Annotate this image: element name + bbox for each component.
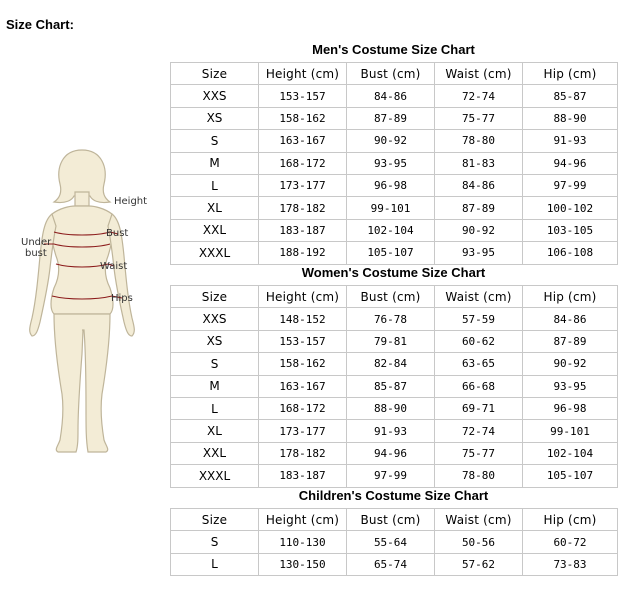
size-cell: XS: [171, 107, 259, 129]
measurement-cell: 99-101: [347, 197, 435, 219]
size-cell: S: [171, 531, 259, 553]
measurement-cell: 163-167: [259, 130, 347, 152]
measurement-cell: 84-86: [347, 85, 435, 107]
size-cell: XXXL: [171, 242, 259, 264]
measurement-cell: 60-72: [523, 531, 618, 553]
measurement-cell: 75-77: [435, 442, 523, 464]
table-row: [171, 107, 618, 129]
size-cell: XXXL: [171, 465, 259, 487]
column-header: Size: [171, 286, 259, 308]
table-row: [171, 353, 618, 375]
measurement-cell: 84-86: [523, 308, 618, 330]
table-row: [171, 308, 618, 330]
bust-label: Bust: [106, 228, 129, 239]
women-chart-title: Women's Costume Size Chart: [301, 265, 486, 280]
table-row: [171, 219, 618, 241]
measurement-cell: 148-152: [259, 308, 347, 330]
measurement-cell: 85-87: [523, 85, 618, 107]
measurement-cell: 110-130: [259, 531, 347, 553]
measurement-cell: 173-177: [259, 420, 347, 442]
measurement-cell: 183-187: [259, 219, 347, 241]
measurement-cell: 90-92: [435, 219, 523, 241]
size-cell: L: [171, 553, 259, 575]
size-cell: XXS: [171, 308, 259, 330]
column-header: Hip (cm): [523, 286, 618, 308]
measurement-cell: 93-95: [523, 375, 618, 397]
measurement-cell: 178-182: [259, 197, 347, 219]
table-header-row: [171, 286, 618, 308]
measurement-cell: 105-107: [523, 465, 618, 487]
size-cell: XL: [171, 420, 259, 442]
measurement-cell: 94-96: [347, 442, 435, 464]
women-size-table: [170, 285, 618, 488]
under-bust-label-line1: Under: [21, 237, 52, 248]
men-chart-title: Men's Costume Size Chart: [312, 42, 475, 57]
size-cell: M: [171, 152, 259, 174]
table-header-row: [171, 63, 618, 85]
column-header: Waist (cm): [435, 286, 523, 308]
body-silhouette-icon: [14, 140, 164, 460]
size-cell: S: [171, 353, 259, 375]
size-cell: L: [171, 397, 259, 419]
column-header: Size: [171, 509, 259, 531]
children-chart-title: Children's Costume Size Chart: [298, 488, 489, 503]
measurement-cell: 85-87: [347, 375, 435, 397]
measurement-cell: 99-101: [523, 420, 618, 442]
column-header: Hip (cm): [523, 63, 618, 85]
measurement-cell: 87-89: [435, 197, 523, 219]
table-row: [171, 130, 618, 152]
measurement-cell: 73-83: [523, 553, 618, 575]
measurement-cell: 69-71: [435, 397, 523, 419]
table-row: [171, 85, 618, 107]
measurement-cell: 96-98: [347, 174, 435, 196]
column-header: Bust (cm): [347, 63, 435, 85]
measurement-cell: 50-56: [435, 531, 523, 553]
size-cell: XXL: [171, 442, 259, 464]
table-row: [171, 397, 618, 419]
measurement-cell: 97-99: [523, 174, 618, 196]
measurement-cell: 79-81: [347, 330, 435, 352]
measurement-cell: 88-90: [347, 397, 435, 419]
column-header: Waist (cm): [435, 509, 523, 531]
column-header: Height (cm): [259, 286, 347, 308]
column-header: Bust (cm): [347, 509, 435, 531]
measurement-cell: 87-89: [523, 330, 618, 352]
measurement-cell: 168-172: [259, 397, 347, 419]
measurement-cell: 81-83: [435, 152, 523, 174]
measurement-cell: 158-162: [259, 353, 347, 375]
measurement-cell: 91-93: [347, 420, 435, 442]
measurement-cell: 60-62: [435, 330, 523, 352]
measurement-cell: 66-68: [435, 375, 523, 397]
men-size-table: [170, 62, 618, 265]
measurement-cell: 94-96: [523, 152, 618, 174]
measurement-cell: 91-93: [523, 130, 618, 152]
column-header: Hip (cm): [523, 509, 618, 531]
measurement-cell: 105-107: [347, 242, 435, 264]
size-cell: XS: [171, 330, 259, 352]
measurement-cell: 75-77: [435, 107, 523, 129]
measurement-cell: 130-150: [259, 553, 347, 575]
measurement-cell: 153-157: [259, 85, 347, 107]
measurement-cell: 168-172: [259, 152, 347, 174]
column-header: Height (cm): [259, 63, 347, 85]
hips-label: Hips: [111, 293, 133, 304]
waist-label: Waist: [100, 261, 128, 272]
measurement-cell: 163-167: [259, 375, 347, 397]
measurement-cell: 55-64: [347, 531, 435, 553]
height-label: Height: [114, 196, 148, 207]
table-row: [171, 465, 618, 487]
measurement-cell: 57-62: [435, 553, 523, 575]
table-row: [171, 242, 618, 264]
measurement-cell: 63-65: [435, 353, 523, 375]
table-row: [171, 197, 618, 219]
measurement-cell: 78-80: [435, 465, 523, 487]
measurement-cell: 76-78: [347, 308, 435, 330]
measurement-cell: 102-104: [523, 442, 618, 464]
measurement-cell: 82-84: [347, 353, 435, 375]
size-cell: L: [171, 174, 259, 196]
column-header: Height (cm): [259, 509, 347, 531]
measurement-cell: 84-86: [435, 174, 523, 196]
size-cell: XXS: [171, 85, 259, 107]
table-row: [171, 174, 618, 196]
under-bust-label-line2: bust: [25, 248, 47, 259]
measurement-cell: 103-105: [523, 219, 618, 241]
size-cell: M: [171, 375, 259, 397]
children-size-table: [170, 508, 618, 576]
column-header: Size: [171, 63, 259, 85]
body-measurement-figure: [14, 140, 164, 460]
measurement-cell: 78-80: [435, 130, 523, 152]
measurement-cell: 57-59: [435, 308, 523, 330]
table-header-row: [171, 509, 618, 531]
column-header: Bust (cm): [347, 286, 435, 308]
measurement-cell: 96-98: [523, 397, 618, 419]
measurement-cell: 188-192: [259, 242, 347, 264]
measurement-cell: 106-108: [523, 242, 618, 264]
measurement-cell: 173-177: [259, 174, 347, 196]
table-row: [171, 442, 618, 464]
measurement-cell: 97-99: [347, 465, 435, 487]
measurement-cell: 102-104: [347, 219, 435, 241]
table-row: [171, 553, 618, 575]
measurement-cell: 88-90: [523, 107, 618, 129]
measurement-cell: 158-162: [259, 107, 347, 129]
table-row: [171, 330, 618, 352]
measurement-cell: 93-95: [435, 242, 523, 264]
column-header: Waist (cm): [435, 63, 523, 85]
measurement-cell: 72-74: [435, 420, 523, 442]
measurement-cell: 183-187: [259, 465, 347, 487]
size-cell: XL: [171, 197, 259, 219]
table-row: [171, 420, 618, 442]
size-cell: XXL: [171, 219, 259, 241]
size-cell: S: [171, 130, 259, 152]
measurement-cell: 178-182: [259, 442, 347, 464]
measurement-cell: 87-89: [347, 107, 435, 129]
measurement-cell: 72-74: [435, 85, 523, 107]
measurement-cell: 90-92: [523, 353, 618, 375]
measurement-cell: 93-95: [347, 152, 435, 174]
table-row: [171, 531, 618, 553]
measurement-cell: 65-74: [347, 553, 435, 575]
measurement-cell: 100-102: [523, 197, 618, 219]
page-heading: Size Chart:: [6, 17, 74, 32]
measurement-cell: 90-92: [347, 130, 435, 152]
table-row: [171, 152, 618, 174]
measurement-cell: 153-157: [259, 330, 347, 352]
table-row: [171, 375, 618, 397]
